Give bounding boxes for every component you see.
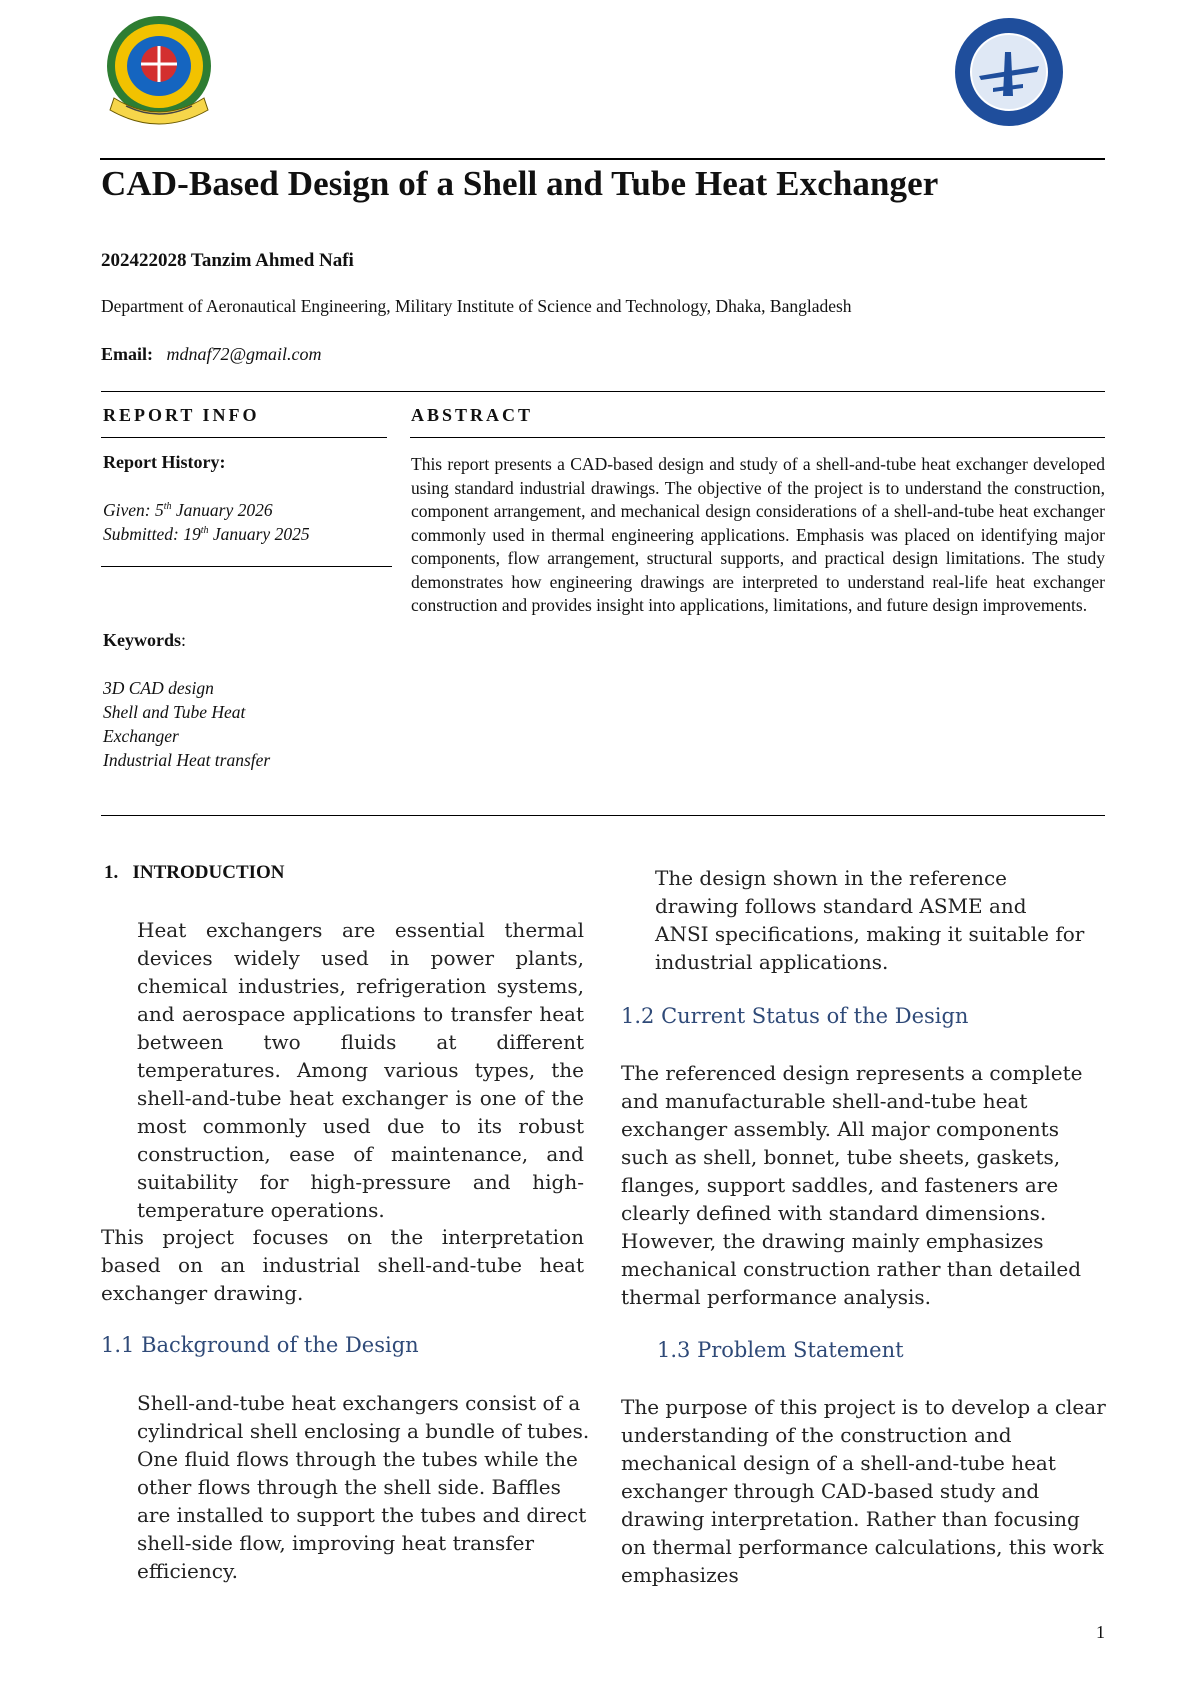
section-1-2-paragraph: The referenced design represents a complete and manufacturable shell-and-tube heat exchanger assembly. All major components such as shell, bonnet, tube sheets, gaskets, flanges, support saddles, and fasteners are clearly defined with standard dimensions. However, the drawing mainly emphasizes mechanical construction rather than detailed thermal performance analysis. (621, 1061, 1083, 1309)
affiliation: Department of Aeronautical Engineering, Military Institute of Science and Technology, Dhaka, Bangladesh (101, 296, 852, 316)
aeronautical-department-logo (953, 16, 1065, 128)
report-history-label: Report History: (103, 452, 226, 472)
keyword-item: Industrial Heat transfer (103, 750, 271, 770)
header-rule (101, 391, 1105, 392)
email-line (101, 344, 322, 365)
section-1-1-paragraph-2: The design shown in the reference drawing follows standard ASME and ANSI specifications, making it suitable for industrial applications. (655, 866, 1085, 974)
abstract-heading: ABSTRACT (411, 405, 534, 425)
section-1-1-paragraph-1: Shell-and-tube heat exchangers consist of a cylindrical shell enclosing a bundle of tubes. One fluid flows through the tubes while the other flows through the shell side. Baffles are installed to support the tubes and direct shell-side flow, improving heat transfer efficiency. (137, 1391, 590, 1583)
submitted-date: Submitted: 19th January 2025 (103, 524, 310, 544)
section-1-3-paragraph: The purpose of this project is to develop a clear understanding of the construction and mechanical design of a shell-and-tube heat exchanger through CAD-based study and drawing interpretation. Rather than focusing on thermal performance calculations, this work emphasizes (621, 1395, 1106, 1587)
author-line: 202422028 Tanzim Ahmed Nafi (101, 250, 354, 271)
email-address[interactable]: mdnaf72@gmail.com (166, 344, 322, 364)
abstract-rule (410, 437, 1105, 438)
email-label: Email: (101, 344, 153, 364)
university-seal-logo (96, 14, 222, 132)
keywords-label: Keywords: (103, 630, 187, 650)
report-dates (103, 498, 310, 546)
section-1-1-heading: 1.1 Background of the Design (101, 1333, 419, 1357)
keyword-item: 3D CAD design (103, 678, 214, 698)
abstract-text: This report presents a CAD-based design and study of a shell-and-tube heat exchanger developed using standard industrial drawings. The objective of the project is to understand the construction, component arrangement, and mechanical design considerations of a shell-and-tube heat exchanger commonly used in thermal engineering applications. Emphasis was placed on identifying major components, flow arrangement, structural supports, and practical design limitations. The study demonstrates how engineering drawings are interpreted to understand real-life heat exchanger construction and provides insight into applications, limitations, and future design improvements. (411, 454, 1105, 615)
dates-rule (101, 566, 392, 567)
title-top-rule (100, 158, 1105, 160)
abstract-bottom-rule (101, 815, 1105, 816)
page-number: 1 (1096, 1622, 1105, 1642)
keywords-list (103, 676, 270, 772)
intro-paragraph-2: This project focuses on the interpretation based on an industrial shell-and-tube heat exchanger drawing. (101, 1225, 584, 1305)
given-date: Given: 5th January 2026 (103, 500, 273, 520)
section-1-2-heading: 1.2 Current Status of the Design (621, 1004, 969, 1028)
intro-paragraph-1: Heat exchangers are essential thermal devices widely used in power plants, chemical industries, refrigeration systems, and aerospace applications to transfer heat between two fluids at different temperatures. Among various types, the shell-and-tube heat exchanger is one of the most commonly used due to its robust construction, ease of maintenance, and suitability for high-pressure and high-temperature operations. (137, 918, 584, 1222)
introduction-heading: 1. INTRODUCTION (104, 862, 285, 883)
paper-title: CAD-Based Design of a Shell and Tube Heat Exchanger (101, 164, 939, 203)
keyword-item: Shell and Tube Heat (103, 702, 246, 722)
section-1-3-heading: 1.3 Problem Statement (657, 1338, 904, 1362)
report-info-rule (101, 437, 387, 438)
report-info-heading: REPORT INFO (103, 405, 260, 425)
keyword-item: Exchanger (103, 726, 179, 746)
